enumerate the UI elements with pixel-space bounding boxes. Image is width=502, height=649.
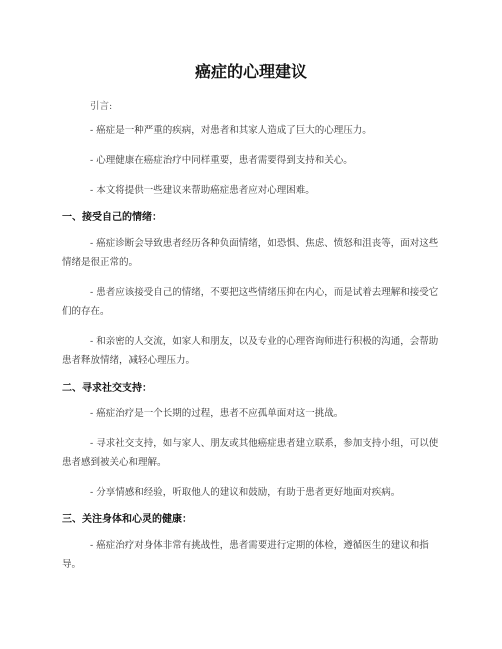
section-2-paragraph: - 癌症治疗是一个长期的过程，患者不应孤单面对这一挑战。: [90, 408, 344, 419]
document-title: 癌症的心理建议: [194, 62, 307, 81]
section-1-paragraph: - 癌症诊断会导致患者经历各种负面情绪，如恐惧、焦虑、愤怒和沮丧等，面对这些情绪是很正常的。: [62, 238, 439, 268]
section-heading-2: 二、寻求社交支持：: [62, 383, 152, 394]
section-3-paragraph: - 癌症治疗对身体非常有挑战性，患者需要进行定期的体检，遵循医生的建议和指导。: [62, 540, 429, 570]
section-2-paragraph: - 分享情感和经验，听取他人的建议和鼓励，有助于患者更好地面对疾病。: [90, 487, 401, 498]
section-heading-3: 三、关注身体和心灵的健康：: [62, 514, 192, 525]
section-1-paragraph: - 患者应该接受自己的情绪，不要把这些情绪压抑在内心，而是试着去理解和接受它们的存在。: [62, 287, 439, 317]
intro-label: 引言:: [90, 101, 113, 112]
section-2-paragraph: - 寻求社交支持，如与家人、朋友或其他癌症患者建立联系，参加支持小组，可以使患者感到被关心和理解。: [62, 438, 439, 468]
intro-item: - 心理健康在癌症治疗中同样重要，患者需要得到支持和关心。: [90, 155, 353, 166]
section-1-paragraph: - 和亲密的人交流，如家人和朋友，以及专业的心理咨询师进行积极的沟通，会帮助患者释放情绪，减轻心理压力。: [62, 336, 439, 366]
intro-item: - 癌症是一种严重的疾病，对患者和其家人造成了巨大的心理压力。: [90, 125, 372, 136]
intro-item: - 本文将提供一些建议来帮助癌症患者应对心理困难。: [90, 185, 315, 196]
section-heading-1: 一、接受自己的情绪：: [62, 212, 162, 223]
